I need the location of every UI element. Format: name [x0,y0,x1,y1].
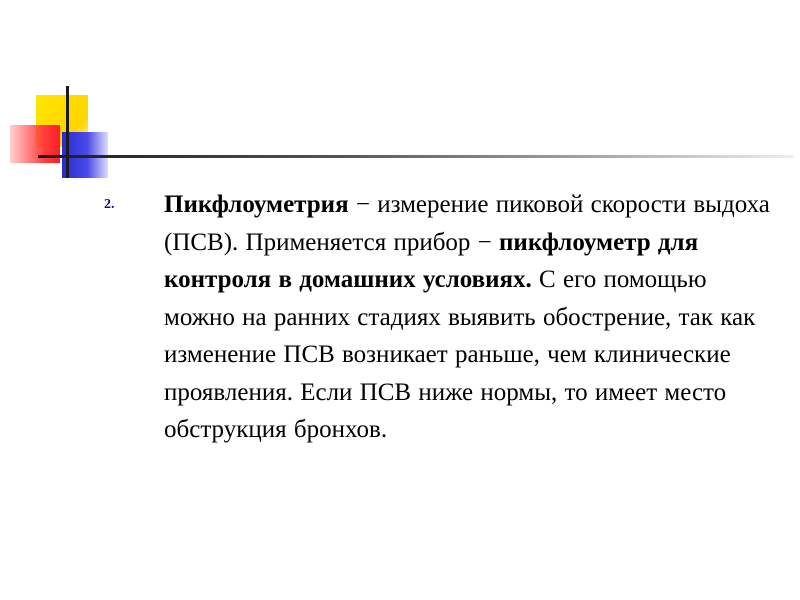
explanation-text: С его помощью можно на ранних стадиях выявить обострение, так как изменение ПСВ возникает раньше, чем клинические проявления. Если ПСВ ниже нормы, то имеет место обструкция бронхов. [164,266,756,443]
decorative-horizontal-rule [38,155,794,158]
device-bold: пикфлоуметр для контроля в домашних условиях. [164,228,699,293]
numbered-list-item [104,186,784,449]
list-item-text [164,186,774,449]
decorative-vertical-rule [66,86,69,178]
term-bold: Пикфлоуметрия [164,191,349,218]
definition-text: − измерение пиковой скорости выдоха (ПСВ). Применяется прибор − [164,191,770,256]
list-item-number: 2. [104,197,115,212]
